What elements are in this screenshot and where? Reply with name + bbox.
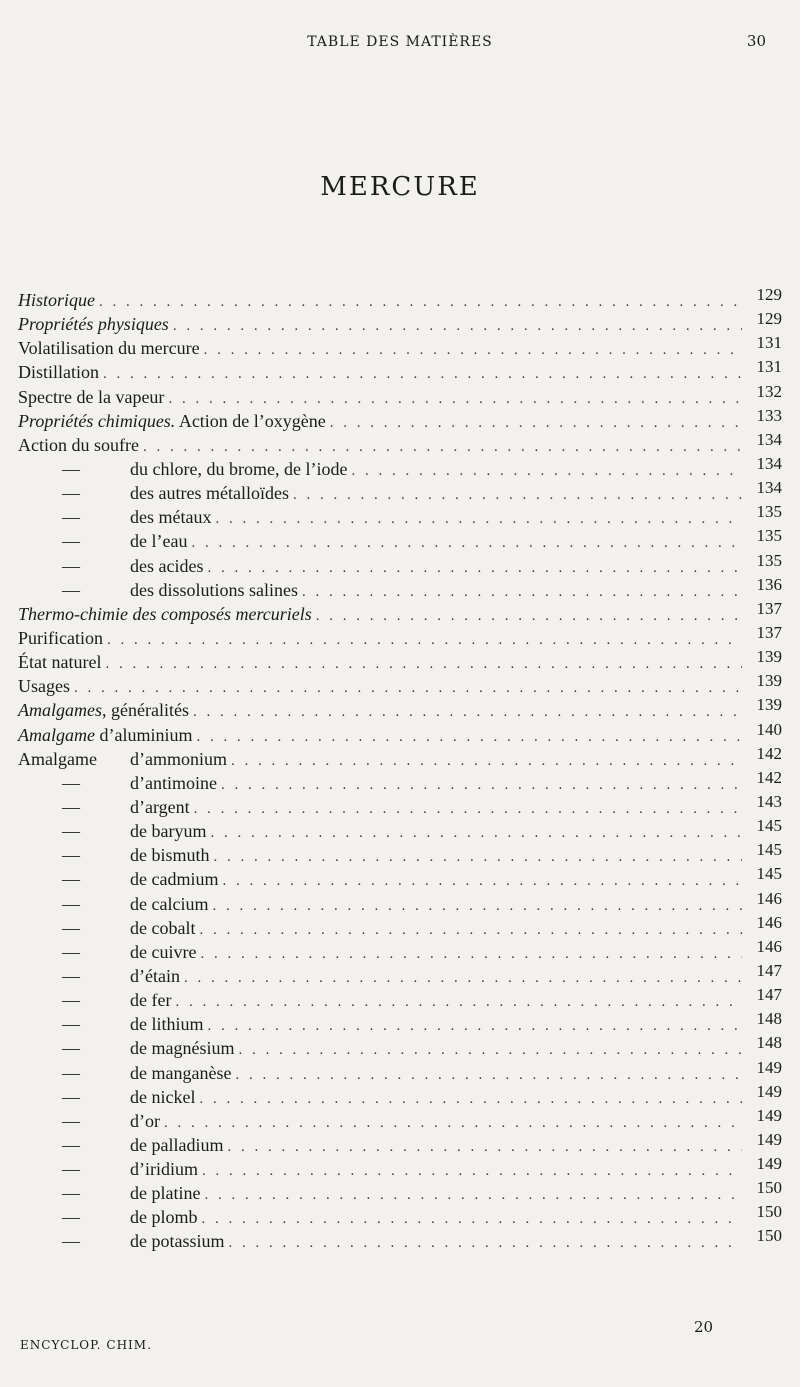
entry-label-segment: de palladium	[130, 1134, 224, 1155]
dot-leader	[193, 704, 742, 721]
ditto-dash: —	[62, 1134, 80, 1155]
entry-label-segment: Propriétés physiques	[18, 314, 169, 335]
ditto-dash: —	[62, 483, 80, 504]
entry-label-segment: Action de l’oxygène	[175, 410, 326, 431]
entry-label	[130, 1111, 160, 1132]
entry-label	[18, 652, 101, 673]
dot-leader	[202, 1163, 742, 1180]
dot-leader	[210, 825, 742, 842]
entry-label-segment: Amalgames	[18, 700, 102, 721]
entry-page-number: 143	[756, 791, 782, 811]
dot-leader	[164, 1115, 742, 1132]
entry-label-segment: de baryum	[130, 821, 207, 842]
entry-label	[130, 749, 227, 770]
toc-entry	[18, 285, 782, 314]
dot-leader	[199, 1091, 742, 1108]
entry-label	[130, 531, 187, 552]
ditto-dash: —	[62, 796, 80, 817]
toc-entry	[18, 960, 782, 990]
entry-label	[18, 628, 103, 649]
entry-label-segment: de potassium	[130, 1231, 225, 1252]
entry-label	[130, 1014, 204, 1035]
toc-entry	[18, 840, 782, 869]
ditto-dash: —	[62, 555, 80, 576]
dot-leader	[204, 1187, 742, 1204]
toc-entry	[18, 622, 782, 652]
entry-page-number: 146	[756, 936, 782, 956]
toc-entry	[18, 381, 782, 411]
toc-entry	[18, 936, 782, 966]
toc-entry	[18, 453, 782, 483]
dot-leader	[231, 753, 742, 770]
toc-entry	[18, 1009, 782, 1038]
ditto-dash: —	[62, 821, 80, 842]
ditto-dash: —	[62, 1086, 80, 1107]
dot-leader	[168, 391, 742, 408]
entry-label	[130, 869, 218, 890]
entry-label	[130, 507, 211, 528]
toc-entry	[18, 1202, 782, 1231]
entry-page-number: 142	[756, 743, 782, 763]
entry-page-number: 150	[756, 1178, 782, 1198]
entry-page-number: 139	[756, 671, 782, 691]
entry-page-number: 129	[756, 285, 782, 304]
entry-label-segment: État naturel	[18, 652, 102, 673]
entry-label-segment: Historique	[18, 290, 96, 310]
entry-page-number: 147	[756, 985, 782, 1005]
toc-entry	[18, 912, 782, 942]
toc-entry	[18, 791, 782, 821]
dot-leader	[196, 729, 742, 746]
entry-page-number: 135	[756, 502, 782, 522]
entry-label-segment: de lithium	[130, 1014, 204, 1035]
toc-entry	[18, 1129, 782, 1159]
toc-entry	[18, 647, 782, 676]
ditto-dash: —	[62, 531, 80, 552]
dot-leader	[175, 994, 742, 1011]
entry-page-number: 145	[756, 816, 782, 836]
toc-entry	[18, 502, 782, 531]
dot-leader	[222, 873, 742, 890]
entry-page-number: 149	[756, 1057, 782, 1077]
toc-entry	[18, 1154, 782, 1183]
dot-leader	[99, 294, 742, 311]
entry-label	[130, 942, 196, 963]
entry-label-segment: Propriétés chimiques.	[18, 410, 176, 431]
entry-label	[130, 1038, 234, 1059]
ditto-dash: —	[62, 1110, 80, 1131]
entry-label-segment: d’aluminium	[94, 724, 193, 745]
entry-label	[130, 966, 180, 987]
entry-label	[18, 362, 99, 383]
entry-label	[130, 1063, 231, 1084]
entry-label-segment: des dissolutions salines	[130, 579, 299, 600]
entry-label-segment: de plomb	[130, 1207, 198, 1228]
entry-page-number: 131	[756, 357, 782, 377]
page-footer	[20, 1318, 780, 1362]
toc-entry	[18, 888, 782, 918]
toc-entry	[18, 309, 782, 338]
entry-label	[130, 894, 208, 915]
entry-label	[18, 725, 192, 746]
dot-leader	[184, 970, 742, 987]
toc-entry	[18, 598, 782, 628]
toc-entry	[18, 405, 782, 435]
entry-label	[130, 483, 289, 504]
toc-entry	[18, 671, 782, 700]
dot-leader	[199, 922, 742, 939]
toc-entry	[18, 719, 782, 749]
entry-label-segment: Usages	[18, 676, 70, 697]
dot-leader	[105, 656, 742, 673]
toc-entry	[18, 743, 782, 773]
dot-leader	[214, 849, 743, 866]
entry-label-segment: du chlore, du brome, de l’iode	[130, 458, 348, 479]
ditto-dash: —	[62, 772, 80, 793]
entry-page-number: 134	[756, 478, 782, 498]
entry-label-segment: de cuivre	[130, 941, 197, 962]
dot-leader	[208, 1018, 743, 1035]
ditto-dash: —	[62, 1159, 80, 1180]
entry-page-number: 148	[756, 1033, 782, 1053]
entry-page-number: 133	[756, 405, 782, 425]
running-head	[0, 34, 800, 54]
ditto-dash: —	[62, 917, 80, 938]
entry-label-segment: Thermo-chimie des composés mercuriels	[18, 603, 312, 624]
toc-entry	[18, 574, 782, 604]
entry-label	[130, 1087, 195, 1108]
entry-label-segment: de cobalt	[130, 917, 196, 938]
entry-label-segment: Amalgame	[18, 724, 95, 745]
entry-page-number: 149	[756, 1129, 782, 1149]
signature-mark: 20	[694, 1318, 714, 1336]
entry-label	[18, 387, 164, 408]
entry-page-number: 147	[756, 960, 782, 980]
entry-label	[130, 1159, 198, 1180]
entry-label	[130, 1231, 225, 1252]
entry-label-segment: de calcium	[130, 893, 209, 914]
entry-label	[130, 821, 206, 842]
entry-label-segment: de magnésium	[130, 1038, 235, 1059]
entry-prefix: Amalgame	[18, 748, 97, 769]
dot-leader	[103, 366, 742, 383]
entry-label-segment: d’ammonium	[130, 748, 227, 769]
toc-entry	[18, 1081, 782, 1111]
entry-page-number: 145	[756, 840, 782, 860]
entry-page-number: 137	[756, 622, 782, 642]
dot-leader	[215, 511, 742, 528]
dot-leader	[238, 1042, 742, 1059]
entry-label-segment: de manganèse	[130, 1062, 232, 1083]
entry-label	[130, 1207, 198, 1228]
entry-page-number: 136	[756, 574, 782, 594]
table-of-contents	[18, 285, 782, 1256]
page-number: 30	[746, 32, 766, 50]
entry-label-segment: des acides	[130, 555, 204, 576]
entry-page-number: 137	[756, 598, 782, 618]
entry-page-number: 146	[756, 888, 782, 908]
entry-label-segment: Volatilisation du mercure	[18, 338, 200, 359]
entry-label-segment: d’argent	[130, 796, 190, 817]
dot-leader	[212, 898, 742, 915]
dot-leader	[204, 342, 742, 359]
dot-leader	[194, 801, 742, 818]
entry-label-segment: de nickel	[130, 1086, 196, 1107]
ditto-dash: —	[62, 1014, 80, 1035]
entry-page-number: 142	[756, 767, 782, 787]
entry-page-number: 149	[756, 1081, 782, 1101]
toc-entry	[18, 1057, 782, 1087]
entry-label	[18, 314, 169, 335]
entry-page-number: 146	[756, 912, 782, 932]
entry-label-segment: d’iridium	[130, 1159, 198, 1180]
dot-leader	[143, 439, 742, 456]
entry-page-number: 139	[756, 695, 782, 715]
entry-label-segment: de fer	[130, 990, 172, 1011]
ditto-dash: —	[62, 893, 80, 914]
entry-label	[130, 459, 347, 480]
entry-page-number: 135	[756, 550, 782, 570]
entry-label	[130, 918, 195, 939]
toc-entry	[18, 333, 782, 362]
entry-page-number: 145	[756, 864, 782, 884]
entry-label-segment: des autres métalloïdes	[130, 483, 289, 504]
toc-entry	[18, 1033, 782, 1062]
toc-entry	[18, 478, 782, 507]
ditto-dash: —	[62, 507, 80, 528]
dot-leader	[202, 1211, 743, 1228]
entry-label	[18, 676, 70, 697]
dot-leader	[351, 463, 742, 480]
dot-leader	[229, 1235, 743, 1252]
entry-page-number: 134	[756, 453, 782, 473]
running-title: TABLE DES MATIÈRES	[307, 34, 493, 50]
entry-label	[130, 556, 203, 577]
dot-leader	[173, 318, 742, 335]
entry-label-segment: de bismuth	[130, 845, 210, 866]
dot-leader	[107, 632, 742, 649]
entry-label	[130, 990, 171, 1011]
entry-page-number: 149	[756, 1154, 782, 1174]
entry-label	[18, 338, 200, 359]
entry-label-segment: de cadmium	[130, 869, 219, 890]
dot-leader	[330, 415, 742, 432]
toc-entry	[18, 1226, 782, 1255]
ditto-dash: —	[62, 965, 80, 986]
entry-page-number: 132	[756, 381, 782, 401]
ditto-dash: —	[62, 941, 80, 962]
entry-label	[130, 797, 190, 818]
entry-page-number: 150	[756, 1202, 782, 1222]
entry-label	[130, 1135, 223, 1156]
toc-entry	[18, 526, 782, 555]
entry-label-segment: Spectre de la vapeur	[18, 386, 165, 407]
entry-page-number: 134	[756, 429, 782, 449]
entry-label	[18, 700, 189, 721]
entry-page-number: 135	[756, 526, 782, 546]
entry-label-segment: Purification	[18, 627, 103, 648]
entry-page-number: 149	[756, 1105, 782, 1125]
toc-entry	[18, 550, 782, 580]
entry-page-number: 139	[756, 647, 782, 667]
dot-leader	[200, 946, 742, 963]
dot-leader	[221, 777, 742, 794]
dot-leader	[293, 487, 742, 504]
entry-page-number: 150	[756, 1226, 782, 1246]
ditto-dash: —	[62, 579, 80, 600]
entry-label	[130, 845, 210, 866]
entry-label-segment: Distillation	[18, 362, 99, 383]
ditto-dash: —	[62, 990, 80, 1011]
ditto-dash: —	[62, 845, 80, 866]
dot-leader	[302, 584, 742, 601]
entry-label-segment: d’or	[130, 1110, 160, 1131]
dot-leader	[316, 608, 742, 625]
ditto-dash: —	[62, 1062, 80, 1083]
entry-label-segment: , généralités	[102, 700, 189, 721]
ditto-dash: —	[62, 1183, 80, 1204]
dot-leader	[74, 680, 742, 697]
entry-label	[130, 773, 217, 794]
toc-entry	[18, 1178, 782, 1207]
entry-label	[130, 580, 298, 601]
dot-leader	[191, 535, 742, 552]
entry-label	[18, 411, 326, 432]
ditto-dash: —	[62, 1207, 80, 1228]
toc-entry	[18, 429, 782, 459]
dot-leader	[207, 560, 742, 577]
ditto-dash: —	[62, 869, 80, 890]
entry-label-segment: des métaux	[130, 507, 212, 528]
ditto-dash: —	[62, 1038, 80, 1059]
entry-label-segment: de l’eau	[130, 531, 188, 552]
entry-label	[130, 1183, 200, 1204]
entry-label	[18, 604, 312, 625]
entry-page-number: 131	[756, 333, 782, 353]
toc-entry	[18, 767, 782, 797]
entry-page-number: 140	[756, 719, 782, 739]
ditto-dash: —	[62, 1231, 80, 1252]
toc-entry	[18, 695, 782, 724]
entry-label-segment: d’étain	[130, 965, 180, 986]
entry-label-segment: d’antimoine	[130, 772, 217, 793]
entry-label-segment: de platine	[130, 1183, 201, 1204]
toc-entry	[18, 357, 782, 386]
section-title: MERCURE	[320, 172, 480, 202]
toc-entry	[18, 864, 782, 893]
footer-publication: ENCYCLOP. CHIM.	[20, 1338, 152, 1352]
toc-entry	[18, 816, 782, 845]
toc-entry	[18, 985, 782, 1014]
entry-label	[18, 290, 95, 311]
entry-label-segment: Action du soufre	[18, 434, 139, 455]
entry-page-number: 148	[756, 1009, 782, 1029]
entry-label	[18, 435, 139, 456]
dot-leader	[227, 1139, 742, 1156]
toc-entry	[18, 1105, 782, 1135]
entry-page-number: 129	[756, 309, 782, 329]
ditto-dash: —	[62, 458, 80, 479]
dot-leader	[235, 1067, 742, 1084]
